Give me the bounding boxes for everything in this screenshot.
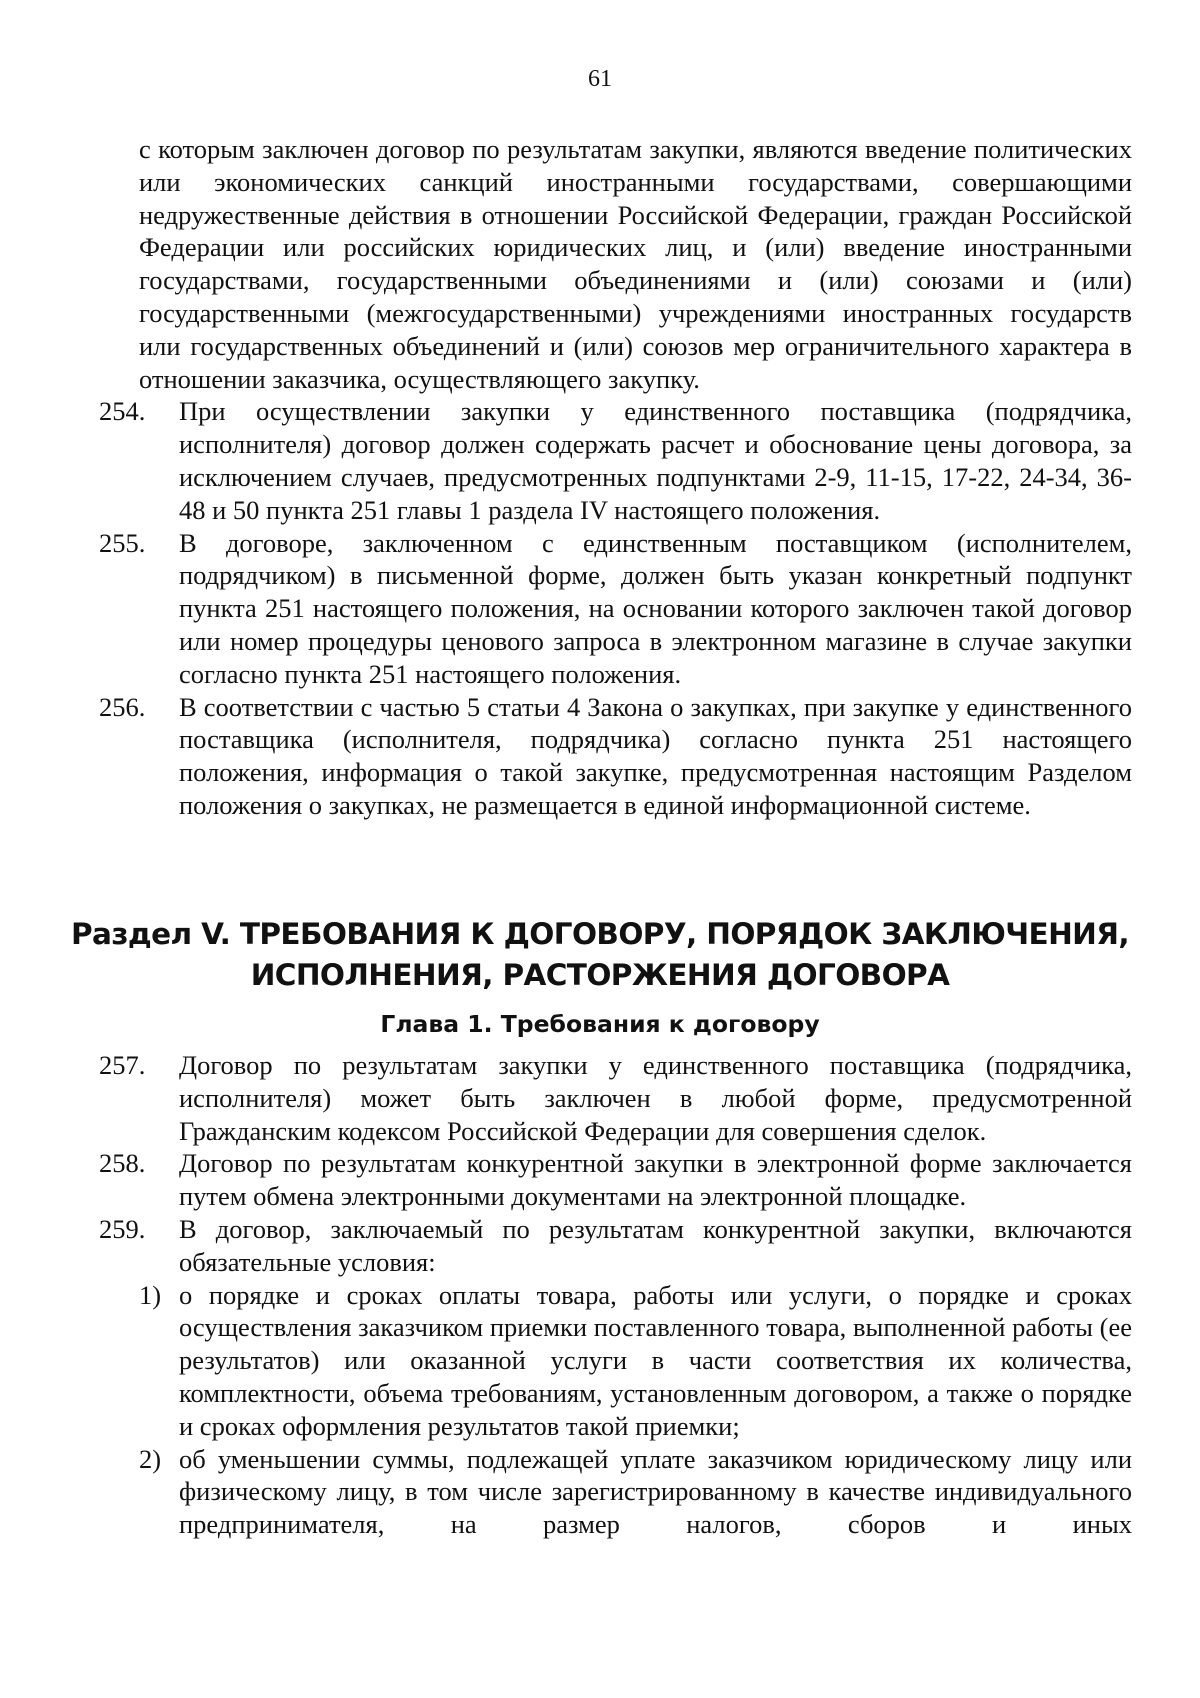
list-item-text: о порядке и сроках оплаты товара, работы или услуги, о порядке и сроках осуществления заказчиком приемки поставленного товара, выполненной работы (ее результатов) или оказанной услуги в части соответствия их количества, комплектности, объема требованиям, установленным договором, а также о порядке и сроках оформления результатов такой приемки;	[179, 1279, 1132, 1441]
document-body-bottom	[99, 1049, 1132, 1541]
page-number: 61	[588, 66, 612, 92]
section-title-line-2: ИСПОЛНЕНИЯ, РАСТОРЖЕНИЯ ДОГОВОРА	[250, 958, 950, 992]
numbered-paragraph-257	[99, 1049, 1132, 1147]
numbered-paragraph-255	[99, 527, 1132, 691]
paragraph-number: 255.	[99, 527, 146, 558]
numbered-paragraph-256	[99, 691, 1132, 822]
conditions-list	[139, 1279, 1132, 1541]
paragraph-text: В договор, заключаемый по результатам конкурентной закупки, включаются обязательные условия:	[179, 1213, 1132, 1277]
list-item	[139, 1443, 1132, 1541]
paragraph-text: В договоре, заключенном с единственным поставщиком (исполнителем, подрядчиком) в письменной форме, должен быть указан конкретный подпункт пункта 251 настоящего положения, на основании которого заключен такой договор или номер процедуры ценового запроса в электронном магазине в случае закупки согласно пункта 251 настоящего положения.	[179, 527, 1132, 689]
numbered-paragraph-254	[99, 395, 1132, 526]
paragraph-number: 259.	[99, 1213, 146, 1244]
paragraph-text: Договор по результатам закупки у единственного поставщика (подрядчика, исполнителя) может быть заключен в любой форме, предусмотренной Гражданским кодексом Российской Федерации для совершения сделок.	[179, 1050, 1132, 1146]
section-title-line-1: Раздел V. ТРЕБОВАНИЯ К ДОГОВОРУ, ПОРЯДОК ЗАКЛЮЧЕНИЯ,	[71, 917, 1129, 951]
numbered-paragraph-258	[99, 1147, 1132, 1213]
paragraph-text: При осуществлении закупки у единственного поставщика (подрядчика, исполнителя) договор должен содержать расчет и обоснование цены договора, за исключением случаев, предусмотренных подпунктами 2-9, 11-15, 17-22, 24-34, 36-48 и 50 пункта 251 главы 1 раздела IV настоящего положения.	[179, 396, 1132, 525]
continuation-paragraph: с которым заключен договор по результатам закупки, являются введение политических или экономических санкций иностранными государствами, совершающими недружественные действия в отношении Российской Федерации, граждан Российской Федерации или российских юридических лиц, и (или) введение иностранными государствами, государственными объединениями и (или) союзами и (или) государственными (межгосударственными) учреждениями иностранных государств или государственных объединений и (или) союзов мер ограничительного характера в отношении заказчика, осуществляющего закупку.	[139, 134, 1132, 394]
document-body-top	[99, 133, 1132, 822]
paragraph-text: В соответствии с частью 5 статьи 4 Закона о закупках, при закупке у единственного поставщика (исполнителя, подрядчика) согласно пункта 251 настоящего положения, информация о такой закупке, предусмотренная настоящим Разделом положения о закупках, не размещается в единой информационной системе.	[179, 691, 1132, 820]
list-item	[139, 1279, 1132, 1443]
section-title	[0, 914, 1200, 996]
list-item-number: 2)	[139, 1443, 162, 1474]
paragraph-number: 258.	[99, 1148, 146, 1179]
numbered-paragraph-259	[99, 1213, 1132, 1279]
paragraph-number: 256.	[99, 691, 146, 722]
list-item-number: 1)	[139, 1279, 162, 1310]
paragraph-text: Договор по результатам конкурентной закупки в электронной форме заключается путем обмена электронными документами на электронной площадке.	[179, 1148, 1132, 1212]
paragraph-number: 254.	[99, 396, 146, 427]
chapter-title: Глава 1. Требования к договору	[380, 1010, 820, 1038]
paragraph-number: 257.	[99, 1050, 146, 1080]
list-item-text: об уменьшении суммы, подлежащей уплате заказчиком юридическому лицу или физическому лицу, в том числе зарегистрированному в качестве индивидуального предпринимателя, на размер налогов, сборов и иных	[179, 1443, 1132, 1540]
